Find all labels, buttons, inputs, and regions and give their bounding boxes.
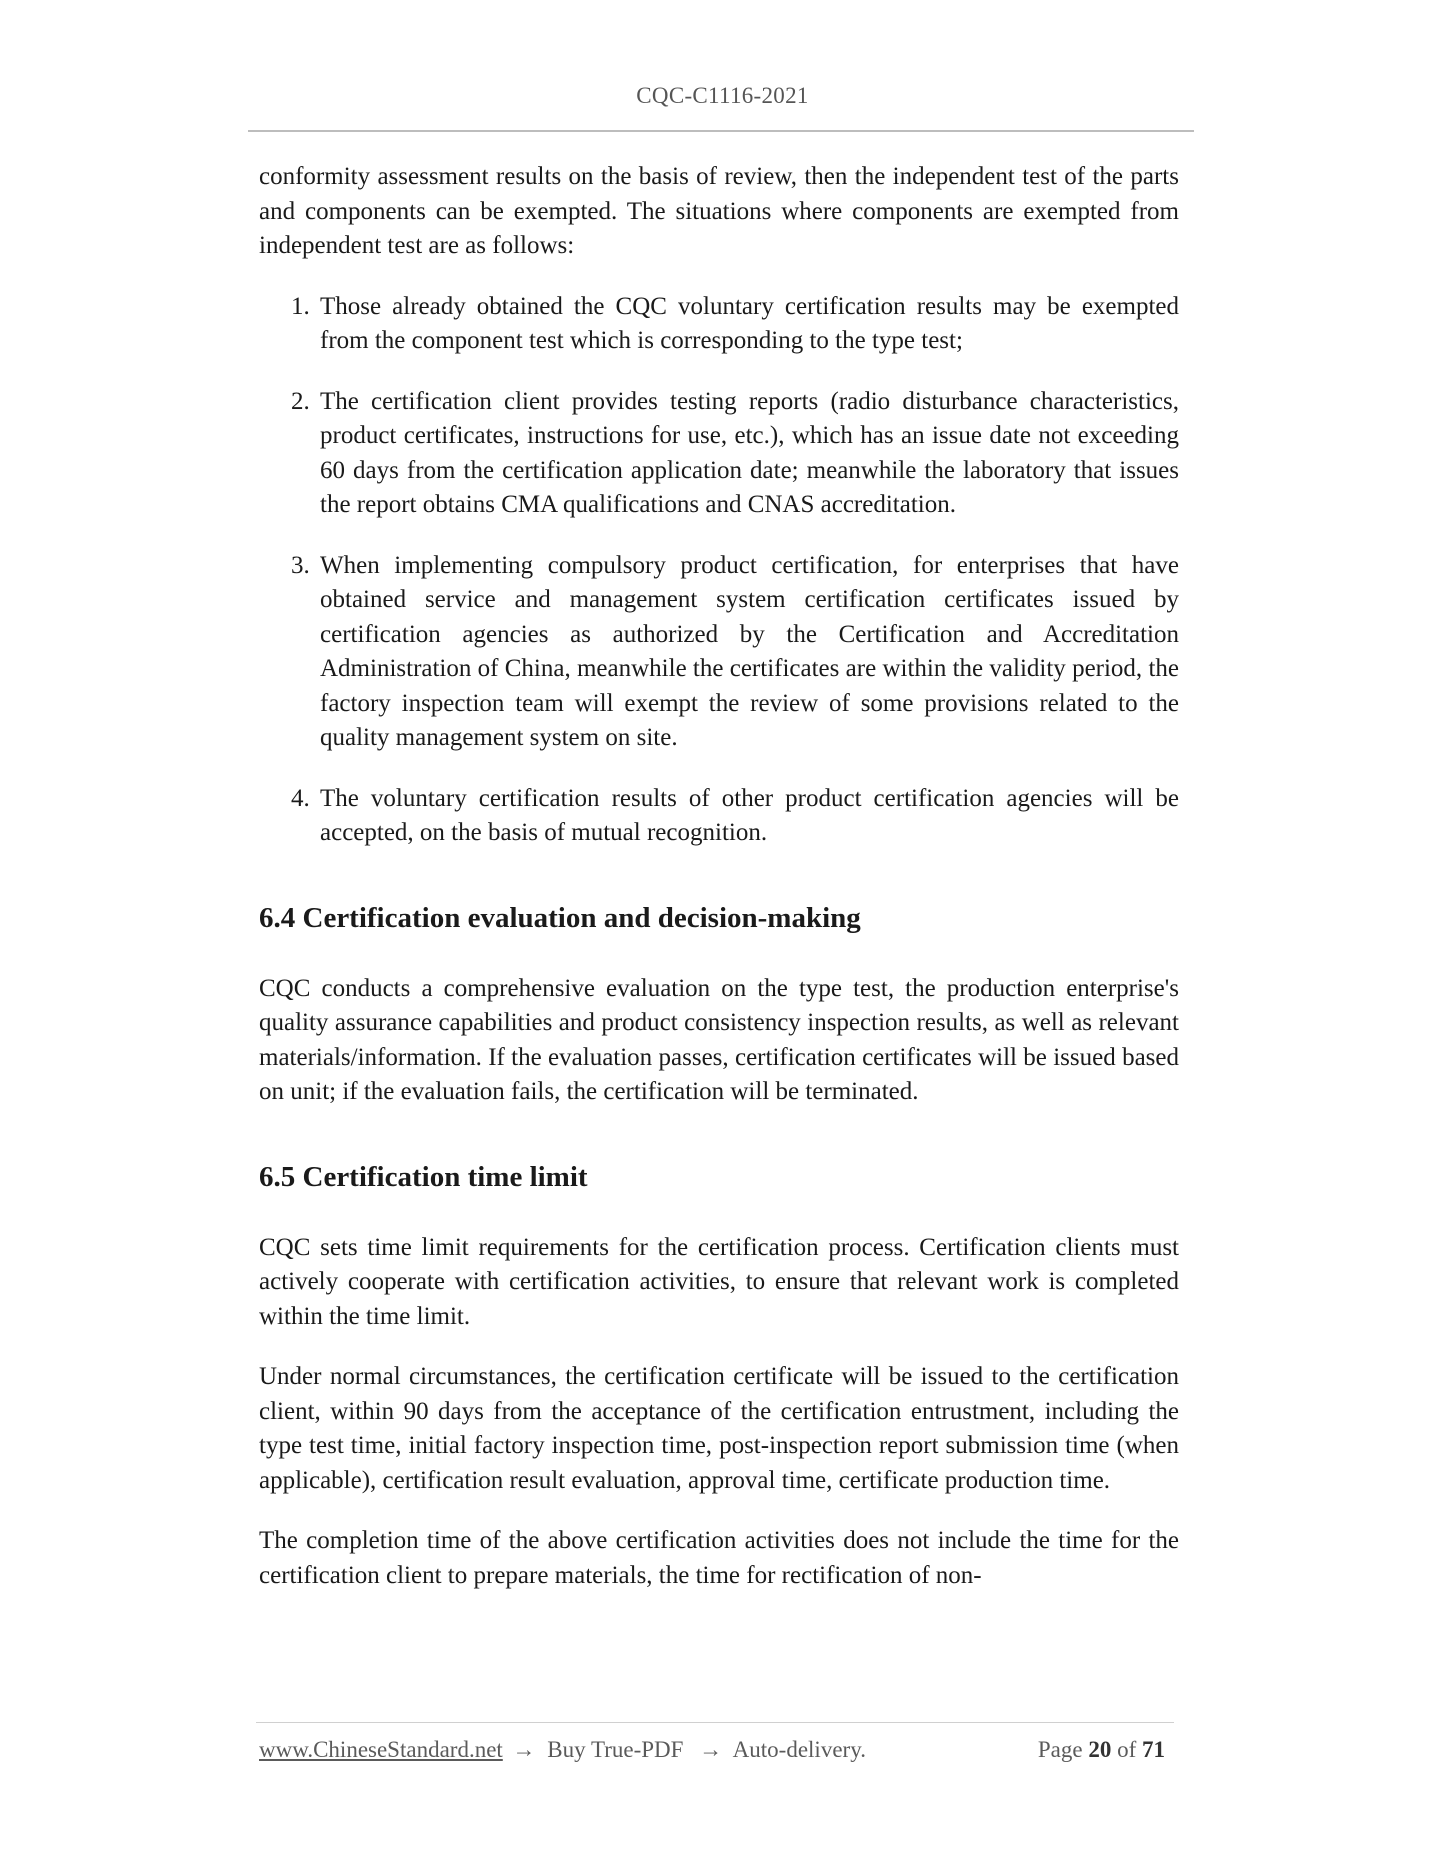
list-item-text: The certification client provides testing reports (radio disturbance characteristics, product certificates, instructions for use, etc.), which has an issue date not exceeding 60 days from the certification application date; meanwhile the laboratory that issues the report obtains CMA qualifications and CNAS accreditation. bbox=[320, 387, 1179, 518]
auto-delivery-text: Auto-delivery. bbox=[732, 1737, 866, 1762]
list-item-text: The voluntary certification results of other product certification agencies will be accepted, on the basis of mutual recognition. bbox=[320, 784, 1179, 846]
document-body bbox=[259, 160, 1179, 1619]
list-item-number: 1. bbox=[291, 292, 310, 320]
list-item-number: 3. bbox=[291, 551, 310, 579]
page-of: of bbox=[1117, 1737, 1137, 1762]
list-item bbox=[291, 385, 1179, 523]
list-item-text: When implementing compulsory product certification, for enterprises that have obtained service and management system certification certificates issued by certification agencies as authorized by the Certification and Accreditation Administration of China, meanwhile the certificates are within the validity period, the factory inspection team will exempt the review of some provisions related to the quality management system on site. bbox=[320, 551, 1179, 751]
section-heading-6-5: 6.5 Certification time limit bbox=[259, 1160, 588, 1193]
page-header-title: CQC-C1116-2021 bbox=[636, 83, 809, 108]
buy-true-pdf-text: Buy True-PDF bbox=[547, 1737, 684, 1762]
section-6-5-paragraph: CQC sets time limit requirements for the certification process. Certification clients must actively cooperate with certification activities, to ensure that relevant work is completed within the time limit. bbox=[259, 1233, 1179, 1330]
list-item bbox=[291, 290, 1179, 359]
section-6-5-paragraph: The completion time of the above certification activities does not include the time for the certification client to prepare materials, the time for rectification of non- bbox=[259, 1527, 1179, 1589]
list-item bbox=[291, 549, 1179, 756]
list-item-number: 4. bbox=[291, 784, 310, 812]
page-current: 20 bbox=[1088, 1737, 1112, 1762]
site-link[interactable]: www.ChineseStandard.net bbox=[259, 1737, 503, 1762]
list-item bbox=[291, 782, 1179, 851]
section-heading-6-4: 6.4 Certification evaluation and decision-making bbox=[259, 901, 861, 934]
footer-links bbox=[259, 1737, 872, 1762]
footer-divider bbox=[256, 1722, 1174, 1723]
list-item-number: 2. bbox=[291, 387, 310, 415]
page-total: 71 bbox=[1142, 1737, 1165, 1762]
page-label: Page bbox=[1037, 1737, 1083, 1762]
section-6-5-paragraph: Under normal circumstances, the certification certificate will be issued to the certification client, within 90 days from the acceptance of the certification entrustment, including the type test time, initial factory inspection time, post-inspection report submission time (when applicable), certification result evaluation, approval time, certificate production time. bbox=[259, 1363, 1179, 1494]
arrow-right-icon: → bbox=[512, 1737, 536, 1762]
header-divider bbox=[248, 130, 1194, 132]
page-footer bbox=[259, 1737, 1174, 1763]
section-6-4-paragraph: CQC conducts a comprehensive evaluation on the type test, the production enterprise's quality assurance capabilities and product consistency inspection results, as well as relevant materials/information. If the evaluation passes, certification certificates will be issued based on unit; if the evaluation fails, the certification will be terminated. bbox=[259, 974, 1179, 1105]
intro-paragraph: conformity assessment results on the basis of review, then the independent test of the parts and components can be exempted. The situations where components are exempted from independent test are as follows: bbox=[259, 163, 1179, 259]
arrow-right-icon: → bbox=[699, 1737, 723, 1762]
page-number bbox=[1038, 1737, 1165, 1763]
list-item-text: Those already obtained the CQC voluntary certification results may be exempted from the component test which is corresponding to the type test; bbox=[320, 292, 1179, 354]
